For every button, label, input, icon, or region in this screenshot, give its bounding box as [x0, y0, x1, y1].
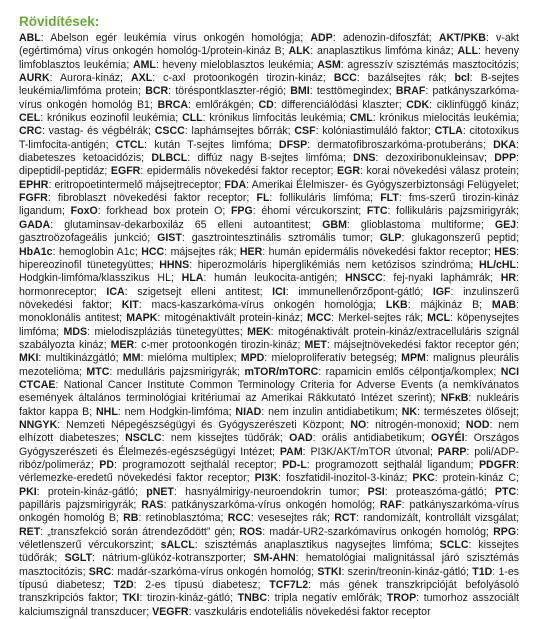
abbreviation-term: PARP [437, 445, 467, 458]
abbreviation-definition: hemoglobin A1c [58, 245, 135, 258]
abbreviation-term: PKC [412, 472, 435, 485]
abbreviation-term: RAS [141, 499, 164, 512]
abbreviation-term: RPG [493, 525, 517, 538]
abbreviation-definition: tumorhoz asszociált kalciumszignál transzducer [19, 592, 519, 618]
abbreviation-definition: vesesejtes rák [257, 512, 327, 525]
abbreviation-term: MCL [427, 312, 451, 325]
abbreviation-definition: köpenysejtes limfóma [19, 312, 520, 338]
abbreviation-term: ALK [288, 45, 311, 58]
abbreviation-definition: dipeptidil-peptidáz [19, 165, 105, 178]
abbreviation-definition: follikuláris limfóma [279, 192, 371, 205]
abbreviation-definition: glioblastoma multiforme [360, 218, 481, 231]
abbreviation-definition: programozott sejthalál ligandum [315, 459, 471, 471]
abbreviation-definition: véletlenszerű vércukorszint [19, 539, 151, 552]
abbreviation-term: PDGFR [478, 459, 517, 471]
abbreviation-term: SCLC [439, 539, 469, 552]
abbreviation-term: HLA [181, 272, 204, 285]
abbreviation-term: T1D [472, 565, 493, 578]
abbreviation-definition: hormonreceptor [19, 285, 94, 298]
abbreviation-definition: tirozin-kináz-gátló [147, 592, 231, 605]
abbreviation-definition: fms-szerű tirozin-kináz ligandum [19, 192, 520, 218]
abbreviation-term: RET [19, 525, 41, 538]
page-title: Rövidítések: [19, 14, 100, 29]
abbreviation-term: MM [122, 352, 141, 365]
abbreviation-definition: diffúz nagy B-sejtes limfóma [197, 152, 343, 165]
abbreviation-term: PD-L [282, 459, 307, 471]
abbreviation-definition: kután T-sejtes limfóma [154, 138, 269, 151]
abbreviation-term: NSCLC [125, 432, 162, 445]
abbreviation-definition: nitrogén-monoxid [375, 418, 458, 431]
abbreviation-definition: c-axl protoonkogén tirozin-kináz [163, 72, 323, 85]
abbreviation-term: mTOR/mTORC [244, 365, 319, 378]
abbreviation-list: ABL: Abelson egér leukémia vírus onkogén homológja; ADP: adenozin-difoszfát; AKT/PKB: v-akt (egértimóma) vírus onkogén homológ-1/protein-kináz B; ALK: anaplasztikus limfóma kináz; ALL: heveny limfoblasztos leukémia; AML: heveny mieloblasztos leukémia; ASM: agresszív szisztémás masztocitózis; AURK: Aurora-kináz; AXL: c-axl protoonkogén tirozin-kináz; BCC: bazálsejtes rák; bcl: B-sejtes leukémia/limfóma protein; BCR: töréspontklaszter-régió; BMI: testtömegindex; BRAF: patkányszarkóma-vírus onkogén homológ B1; BRCA: emlőrákgén; CD: differenciálódási klaszter; CDK: ciklinfüggő kináz; CEL: krónikus eozinofil leukémia; CLL: krónikus limfocitás leukémia; CML: krónikus mielocitás leukémia; CRC: vastag- és végbélrák; CSCC: laphámsejtes bőrrák; CSF: kolóniastimuláló faktor; CTLA: citotoxikus T-limfocita-antigén; CTCL: kután T-sejtes limfóma; DFSP: dermatofibroszarkóma-protuberáns; DKA: diabeteszes ketoacidózis; DLBCL: diffúz nagy B-sejtes limfóma; DNS: dezoxiribonukleinsav; DPP: dipeptidil-peptidáz; EGFR: epidermális növekedési faktor receptor; EGR: korai növekedési válasz protein; EPHR: eritropoetintermelő májsejtreceptor; FDA: Amerikai Élelmiszer- és Gyógyszerbiztonsági Felügyelet; FGFR: fibroblaszt növekedési faktor receptor; FL: follikuláris limfóma; FLT: fms-szerű tirozin-kináz ligandum; FoxO: forkhead box protein O; FPG: éhomi vércukorszint; FTC: follikuláris pajzsmirigyrák; GADA: glutaminsav-dekarboxiláz 65 elleni autoantitest; GBM: glioblastoma multiforme; GEJ: gasztroözofageális junkció; GIST: gasztrointesztinális sztromális tumor; GLP: glukagonszerű peptid; HbA1c: hemoglobin A1c; HCC: májsejtes rák; HER: humán epidermális növekedési faktor receptor; HES: hipereozinofil tünetegyüttes; HHNS: hiperozmoláris hiperglikémiás nem ketózisos szindróma; HL/cHL: Hodgkin-limfóma/klasszikus HL; HLA: humán leukocita-antigén; HNSCC: fej-nyaki laphámrák; HR: hormonreceptor; ICA: szigetsejt elleni antitest; ICI: immunellenőrzőpont-gátló; IGF: inzulinszerű növekedési faktor; KIT: macs-kaszarkóma-vírus onkogén homológja; LKB: májkináz B; MAB: monoklonális antitest; MAPK: mitogénaktivált protein-kináz; MCC: Merkel-sejtes rák; MCL: köpenysejtes limfóma; MDS: mielodiszpláziás tünetegyüttes; MEK: mitogénaktivált protein-kináz/extracelluláris szignál szabályozta kináz; MER: c-mer protoonkogén tirozin-kináz; MET: májsejtnövekedési faktor receptor gén; MKI: multikinázgátló; MM: mielóma multiplex; MPD: mieloproliferatív betegség; MPM: malignus pleurális mezotelióma; MTC: medulláris pajzsmirigyrák; mTOR/mTORC: rapamicin emlős célpontja/komplex; NCI CTCAE: National Cancer Institute Common Terminology Criteria for Adverse Events (a nemkívánatos események általános terminológiai kritériumai az Amerikai Rákkutató Intézet szerint); NFκB: nukleáris faktor kappa B; NHL: nem Hodgkin-limfóma; NIAD: nem inzulin antidiabetikum; NK: természetes ölősejt; NNGYK: Nemzeti Népegészségügyi és Gyógyszerészeti Központ; NO: nitrogén-monoxid; NOD: nem elhízott diabeteszes; NSCLC: nem kissejtes tüdőrák; OAD: orális antidiabetikum; OGYÉI: Országos Gyógyszerészeti és Élelmezés-egészségügyi Intézet; PAM: PI3K/AKT/mTOR útvonal; PARP: poli/ADP-ribóz/polimeráz; PD: programozott sejthalál receptor; PD-L: programozott sejthalál ligandum; PDGFR: vérlemezke-eredetű növekedési faktor receptor; PI3K: foszfatidil-inozitol-3-kináz; PKC: protein-kináz C; PKI: protein-kináz-gátló; pNET: hasnyálmirigy-neuroendokrin tumor; PSI: proteaszóma-gátló; PTC: papilláris pajzsmirigyrák; RAS: patkányszarkóma-vírus onkogén homológ; RAF: patkányszarkóma-vírus onkogén homológ B; RB: retinoblasztóma; RCC: vesesejtes rák; RCT: randomizált, kontrollált vizsgálat; RET: „transzfekció során átrendeződött” gén; ROS: madár-UR2-szarkómavírus onkogén homológ; RPG: véletlenszerű vércukorszint; sALCL: szisztémás anaplasztikus nagysejtes limfóma; SCLC: kissejtes tüdőrák; SGLT: nátrium-glükóz-kotranszporter; SM-AHN: hematológiai malignitással járó szisztémás masztocitózis; SRC: madár-szarkóma-vírus onkogén homológ; STKI: szerin/treonin-kináz-gátló; T1D: 1-es típusú diabetesz; T2D: 2-es típusú diabetesz; TCF7L2: más gének transzkripcióját befolyásoló transzkripciós faktor; TKI: tirozin-kináz-gátló; TNBC: tripla negatív emlőrák; TROP: tumorhoz asszociált kalciumszignál transzducer; VEGFR: vaszkuláris endoteliális növekedési faktor receptor [19, 32, 520, 618]
abbreviation-definition: glutaminsav-dekarboxiláz 65 elleni autoantitest [64, 218, 309, 231]
abbreviation-definition: Amerikai Élelmiszer- és Gyógyszerbiztonsági Felügyelet [251, 178, 517, 191]
abbreviation-term: CEL [19, 112, 41, 125]
abbreviation-definition: nem Hodgkin-limfóma [124, 405, 229, 418]
abbreviation-term: FoxO [70, 205, 98, 218]
abbreviation-term: KIT [121, 298, 139, 311]
abbreviation-term: GLP [379, 232, 402, 245]
abbreviation-term: GADA [19, 218, 51, 231]
abbreviation-term: CD [258, 98, 274, 111]
abbreviation-term: ICA [106, 285, 125, 298]
abbreviation-definition: patkányszarkóma-vírus onkogén homológ B1 [19, 85, 520, 111]
abbreviation-term: BCC [333, 72, 357, 85]
abbreviation-term: HbA1c [19, 245, 53, 258]
abbreviation-term: CTCL [115, 138, 145, 151]
abbreviation-term: PAM [279, 445, 303, 458]
abbreviation-term: OGYÉI [430, 432, 465, 445]
abbreviation-term: PTC [494, 485, 517, 498]
abbreviation-term: MDS [63, 325, 88, 338]
abbreviation-term: HCC [141, 245, 165, 258]
abbreviation-definition: „transzfekció során átrendeződött” gén [47, 525, 233, 538]
abbreviation-term: HER [239, 245, 263, 258]
abbreviation-definition: mielodiszpláziás tünetegyüttes [94, 325, 240, 338]
abbreviation-term: TKI [122, 592, 140, 605]
abbreviation-term: T2D [113, 579, 134, 592]
abbreviation-term: FLT [380, 192, 399, 205]
abbreviation-definition: retinoblasztóma [145, 512, 221, 525]
abbreviation-definition: foszfatidil-inozitol-3-kináz [286, 472, 405, 485]
abbreviation-definition: National Cancer Institute Common Terminology Criteria for Adverse Events (a nemkívánatos események általános terminológiai kritériumai az Amerikai Rákkutató Intézet szerint) [19, 378, 519, 405]
abbreviation-definition: glukagonszerű peptid [411, 232, 517, 245]
abbreviation-term: RAF [379, 499, 402, 512]
abbreviation-term: ABL [19, 32, 41, 44]
abbreviation-term: MPD [240, 352, 265, 365]
abbreviation-term: NIAD [235, 405, 262, 418]
abbreviation-definition: multikinázgátló [45, 352, 116, 365]
abbreviation-definition: hematológiai malignitással járó szisztémás masztocitózis [19, 552, 520, 578]
abbreviation-term: MAPK [126, 312, 158, 325]
abbreviation-definition: dermatofibroszarkóma-protuberáns [317, 138, 483, 151]
abbreviation-definition: protein-kináz C [442, 472, 517, 485]
abbreviation-definition: B-sejtes leukémia/limfóma protein [19, 72, 520, 98]
abbreviation-term: MTC [86, 365, 110, 378]
abbreviation-term: CSF [294, 125, 316, 138]
abbreviation-definition: májkináz B [420, 298, 480, 311]
abbreviation-definition: citotoxikus T-limfocita-antigén [19, 125, 520, 151]
abbreviation-term: TROP [386, 592, 417, 605]
abbreviation-definition: vaszkuláris endoteliális növekedési faktor receptor [194, 605, 431, 618]
abbreviation-definition: májsejtnövekedési faktor receptor gén [333, 338, 517, 351]
abbreviation-definition: poli/ADP-ribóz/polimeráz [19, 445, 519, 471]
abbreviation-definition: Nemzeti Népegészségügyi és Gyógyszerészeti Központ [66, 418, 342, 431]
abbreviation-term: MEK [247, 325, 271, 338]
abbreviation-definition: nátrium-glükóz-kotranszporter [102, 552, 243, 565]
abbreviation-definition: krónikus eozinofil leukémia [46, 112, 176, 125]
abbreviation-definition: Abelson egér leukémia vírus onkogén homológja [50, 32, 301, 44]
abbreviation-term: AKT/PKB [438, 32, 486, 44]
abbreviation-term: EGFR [110, 165, 141, 178]
abbreviation-definition: testtömegindex [316, 85, 389, 98]
abbreviation-term: MCC [307, 312, 332, 325]
abbreviation-definition: hiperozmoláris hiperglikémiás nem ketózisos szindróma [197, 258, 471, 271]
abbreviation-term: SM-AHN [253, 552, 296, 565]
abbreviation-term: sALCL [160, 539, 195, 552]
abbreviation-definition: májsejtes rák [170, 245, 234, 258]
abbreviation-term: HHNS [159, 258, 190, 271]
abbreviation-definition: randomizált, kontrollált vizsgálat [363, 512, 517, 525]
abbreviation-definition: bazálsejtes rák [367, 72, 444, 85]
abbreviation-definition: kolóniastimuláló faktor [322, 125, 428, 138]
abbreviation-term: RB [123, 512, 139, 525]
abbreviation-definition: dezoxiribonukleinsav [385, 152, 485, 165]
abbreviation-definition: PI3K/AKT/mTOR útvonal [310, 445, 430, 458]
abbreviation-definition: programozott sejthalál receptor [122, 459, 274, 471]
abbreviation-term: DFSP [278, 138, 308, 151]
abbreviation-term: HES [494, 245, 517, 258]
abbreviation-term: NOD [465, 418, 490, 431]
abbreviation-term: HNSCC [345, 272, 383, 285]
abbreviation-term: NHL [96, 405, 118, 418]
abbreviation-term: AML [132, 58, 156, 71]
abbreviation-definition: laphámsejtes bőrrák [191, 125, 288, 138]
abbreviation-term: BRCA [157, 98, 189, 111]
abbreviation-term: AURK [19, 72, 50, 85]
abbreviation-definition: Hodgkin-limfóma/klasszikus HL [19, 272, 171, 285]
abbreviation-term: AXL [131, 72, 153, 85]
abbreviation-term: CRC [19, 125, 42, 138]
abbreviation-term: OAD [289, 432, 313, 445]
abbreviation-definition: macs-kaszarkóma-vírus onkogén homológja [151, 298, 374, 311]
abbreviation-definition: forkhead box protein O [106, 205, 223, 218]
abbreviation-definition: heveny limfoblasztos leukémia [19, 45, 519, 71]
abbreviation-definition: gasztroözofageális junkció [19, 232, 148, 245]
abbreviation-term: VEGFR [152, 605, 189, 618]
abbreviation-term: DNS [353, 152, 376, 165]
abbreviation-term: IGF [432, 285, 451, 298]
abbreviation-term: FDA [224, 178, 247, 191]
abbreviation-term: FL [256, 192, 270, 205]
abbreviation-definition: kissejtes tüdőrák [19, 539, 519, 565]
abbreviation-definition: eritropoetintermelő májsejtreceptor [54, 178, 219, 191]
abbreviation-term: PI3K [254, 472, 279, 485]
abbreviation-definition: mielóma multiplex [147, 352, 234, 365]
abbreviation-definition: v-akt (egértimóma) vírus onkogén homológ-1/protein-kináz B [19, 32, 520, 58]
abbreviation-definition: fej-nyaki laphámrák [393, 272, 491, 285]
abbreviation-term: RCC [227, 512, 251, 525]
abbreviation-definition: heveny mieloblasztos leukémia [162, 58, 311, 71]
abbreviation-definition: 2-es típusú diabetesz [145, 579, 258, 592]
abbreviation-definition: humán epidermális növekedési faktor receptor [268, 245, 488, 258]
abbreviation-definition: mitogénaktivált protein-kináz [164, 312, 300, 325]
abbreviation-definition: adenozin-difoszfát [342, 32, 429, 44]
abbreviation-definition: hasnyálmirigy-neuroendokrin tumor [185, 485, 357, 498]
abbreviation-definition: mitogénaktivált protein-kináz/extracelluláris szignál szabályozta kináz [19, 325, 520, 351]
abbreviation-term: STKI [317, 565, 342, 578]
abbreviation-definition: vastag- és végbélrák [48, 125, 149, 138]
abbreviation-definition: töréspontklaszter-régió [175, 85, 284, 98]
abbreviation-definition: krónikus mielocitás leukémia [379, 112, 517, 125]
abbreviation-definition: anaplasztikus limfóma kináz [317, 45, 451, 58]
abbreviation-definition: korai növekedési válasz protein [366, 165, 517, 178]
abbreviation-definition: malignus pleurális mezotelióma [19, 352, 520, 378]
abbreviation-definition: inzulinszerű növekedési faktor [19, 285, 520, 311]
abbreviation-definition: fibroblaszt növekedési faktor receptor [57, 192, 247, 205]
abbreviation-definition: nem kissejtes tüdőrák [170, 432, 280, 445]
abbreviation-definition: humán leukocita-antigén [214, 272, 335, 285]
abbreviation-definition: monoklonális antitest [19, 312, 120, 325]
abbreviation-term: BRAF [395, 85, 426, 98]
abbreviation-term: CLL [182, 112, 203, 125]
abbreviation-term: PKI [19, 485, 37, 498]
abbreviation-definition: proteaszóma-gátló [395, 485, 484, 498]
abbreviation-definition: nem inzulin antidiabetikum [268, 405, 395, 418]
abbreviation-definition: nem elhízott diabeteszes [19, 418, 519, 445]
abbreviation-definition: Merkel-sejtes rák [338, 312, 421, 325]
abbreviation-definition: szerin/treonin-kináz-gátló [347, 565, 467, 578]
abbreviation-term: MER [110, 338, 135, 351]
abbreviation-definition: szigetsejt elleni antitest [137, 285, 260, 298]
abbreviation-definition: más gének transzkripcióját befolyásoló transzkripciós faktor [19, 579, 520, 605]
abbreviation-definition: epidermális növekedési faktor receptor [146, 165, 331, 178]
abbreviation-term: DPP [494, 152, 517, 165]
abbreviation-definition: differenciálódási klaszter [281, 98, 399, 111]
abbreviation-term: NNGYK [19, 418, 58, 431]
abbreviation-term: MAB [491, 298, 517, 311]
abbreviation-term: FPG [230, 205, 253, 218]
abbreviation-term: bcl [454, 72, 470, 85]
abbreviation-term: MPM [401, 352, 426, 365]
abbreviation-term: RCT [334, 512, 356, 525]
abbreviation-term: GIST [157, 232, 182, 245]
abbreviation-definition: emlőrákgén [195, 98, 251, 111]
abbreviation-definition: patkányszarkóma-vírus onkogén homológ [171, 499, 373, 512]
abbreviation-term: NK [401, 405, 418, 418]
abbreviation-definition: krónikus limfocitás leukémia [209, 112, 344, 125]
abbreviation-term: MKI [19, 352, 39, 365]
abbreviation-term: GBM [322, 218, 347, 231]
abbreviation-definition: agresszív szisztémás masztocitózis [347, 58, 517, 71]
abbreviation-definition: diabeteszes ketoacidózis [19, 152, 142, 165]
abbreviation-term: CML [349, 112, 373, 125]
abbreviation-term: pNET [146, 485, 174, 498]
abbreviation-term: NCI CTCAE [19, 365, 520, 391]
abbreviation-definition: mieloproliferatív betegség [271, 352, 394, 365]
abbreviation-term: HR [500, 272, 517, 285]
abbreviation-definition: természetes ölősejt [423, 405, 517, 418]
abbreviation-term: NFκB [440, 392, 469, 405]
abbreviation-definition: Aurora-kináz [59, 72, 121, 85]
abbreviation-term: TNBC [237, 592, 268, 605]
abbreviation-term: ICI [272, 285, 286, 298]
abbreviation-term: FGFR [19, 192, 48, 205]
abbreviation-definition: ciklinfüggő kináz [436, 98, 517, 111]
abbreviation-term: LKB [385, 298, 408, 311]
abbreviation-term: TCF7L2 [269, 579, 309, 592]
abbreviation-term: BMI [290, 85, 310, 98]
abbreviation-definition: tripla negatív emlőrák [274, 592, 380, 605]
abbreviation-definition: patkányszarkóma-vírus onkogén homológ B [19, 499, 520, 525]
abbreviation-definition: follikuláris pajzsmirigyrák [396, 205, 517, 218]
abbreviation-term: PSI [367, 485, 385, 498]
abbreviation-term: EPHR [19, 178, 49, 191]
abbreviation-definition: c-mer protoonkogén tirozin-kináz [141, 338, 298, 351]
abbreviation-definition: 1-es típusú diabetesz [19, 565, 520, 592]
abbreviation-term: DLBCL [151, 152, 188, 165]
abbreviation-definition: éhomi vércukorszint [261, 205, 359, 218]
abbreviation-term: CSCC [154, 125, 185, 138]
abbreviation-definition: madár-szarkóma-vírus onkogén homológ [117, 565, 312, 578]
abbreviation-definition: protein-kináz-gátló [47, 485, 136, 498]
abbreviation-definition: gasztrointesztinális sztromális tumor [191, 232, 370, 245]
abbreviation-definition: vérlemezke-eredetű növekedési faktor receptor [19, 472, 247, 485]
abbreviation-term: ROS [239, 525, 263, 538]
abbreviation-definition: szisztémás anaplasztikus nagysejtes limfóma [204, 539, 430, 552]
abbreviation-definition: hipereozinofil tünetegyüttes [19, 258, 151, 271]
abbreviation-term: DKA [493, 138, 517, 151]
abbreviation-term: HL/cHL [478, 258, 517, 271]
abbreviation-term: FTC [366, 205, 388, 218]
abbreviation-definition: medulláris pajzsmirigyrák [116, 365, 238, 378]
abbreviation-term: SRC [88, 565, 112, 578]
abbreviation-definition: papilláris pajzsmirigyrák [19, 499, 134, 512]
abbreviation-term: NO [350, 418, 367, 431]
abbreviation-term: GEJ [494, 218, 517, 231]
abbreviation-definition: rapamicin emlős célpontja/komplex [325, 365, 494, 378]
abbreviation-definition: orális antidiabetikum [321, 432, 422, 445]
abbreviation-term: ASM [317, 58, 341, 71]
abbreviation-term: CTLA [434, 125, 463, 138]
abbreviation-term: EGR [337, 165, 360, 178]
abbreviation-definition: immunellenőrzőpont-gátló [298, 285, 421, 298]
abbreviation-term: MET [304, 338, 327, 351]
abbreviation-definition: Országos Gyógyszerészeti és Élelmezés-egészségügyi Intézet [19, 432, 520, 458]
abbreviation-term: SGLT [64, 552, 93, 565]
abbreviation-definition: madár-UR2-szarkómavírus onkogén homológ [269, 525, 487, 538]
abbreviation-term: PD [99, 459, 115, 471]
abbreviation-term: ALL [457, 45, 479, 58]
abbreviation-term: CDK [406, 98, 430, 111]
abbreviation-term: ADP [310, 32, 333, 44]
abbreviation-definition: nukleáris faktor kappa B [19, 392, 520, 418]
abbreviation-term: BCR [145, 85, 169, 98]
